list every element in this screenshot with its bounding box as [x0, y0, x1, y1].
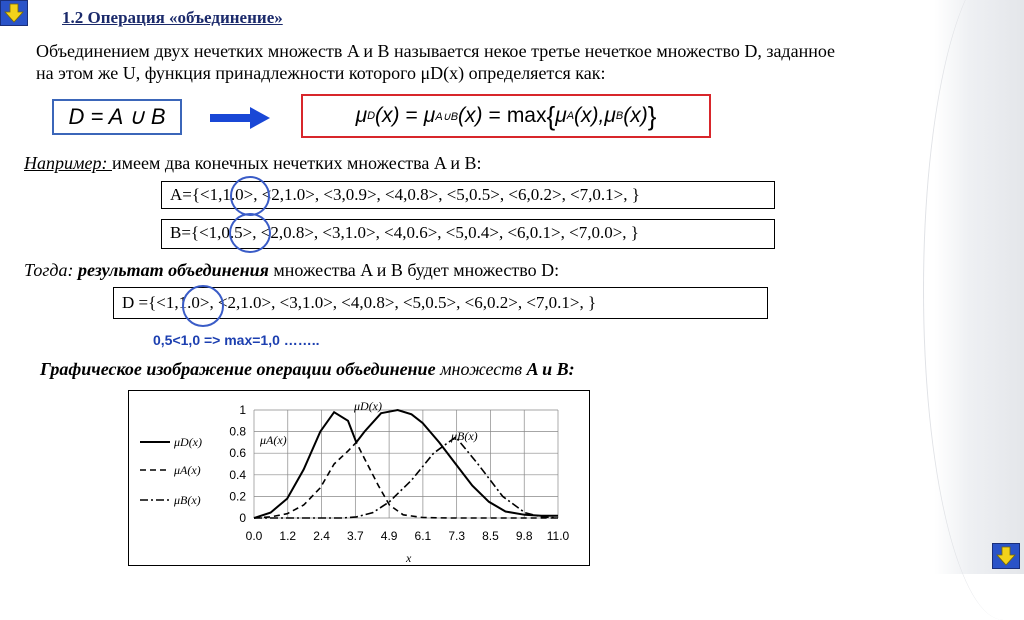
- x-tick-label: 2.4: [313, 529, 330, 543]
- brace-open-icon: {: [546, 100, 556, 131]
- example-text: имеем два конечных нечетких множества A и B:: [111, 153, 482, 173]
- x-arg: (x): [574, 104, 599, 127]
- brace-close-icon: }: [647, 100, 657, 131]
- legend-label-2: μB(x): [174, 493, 201, 507]
- graph-title-thin: множеств: [435, 359, 523, 379]
- sub-B: B: [615, 110, 624, 122]
- x-tick-label: 9.8: [515, 529, 533, 543]
- y-tick-label: 0: [239, 511, 246, 525]
- y-tick-label: 0.8: [229, 424, 246, 439]
- nav-down-arrow-top[interactable]: [0, 0, 28, 26]
- arrow-down-icon: [3, 3, 25, 23]
- label-mu-a: μA(x): [260, 433, 287, 447]
- example-label: Например:: [24, 153, 112, 173]
- x-tick-label: 8.5: [482, 529, 499, 543]
- x-arg: (x): [458, 104, 483, 127]
- set-d-box: D ={<1,1.0>, <2,1.0>, <3,1.0>, <4,0.8>, <5,0.5>, <6,0.2>, <7,0.1>, }: [113, 287, 768, 319]
- set-b-box: B={<1,0.5>, <2,0.8>, <3,1.0>, <4,0.6>, <5,0.4>, <6,0.1>, <7,0.0>, }: [161, 219, 775, 249]
- max-word: max: [506, 104, 547, 127]
- legend-label-1: μA(x): [174, 463, 201, 477]
- x-tick-label: 11.0: [546, 529, 570, 543]
- label-mu-d: μD(x): [354, 399, 383, 413]
- mu-symbol: μ: [555, 104, 567, 127]
- membership-chart: [128, 390, 590, 566]
- sub-D: D: [367, 110, 376, 122]
- equals-sign: =: [405, 104, 418, 127]
- intro-line-2: на этом же U, функция принадлежности которого μD(x) определяется как:: [36, 63, 606, 83]
- graph-title-bold: Графическое изображение операции объединение: [40, 359, 436, 379]
- intro-line-1: Объединением двух нечетких множеств A и B называется некое третье нечеткое множество D, заданное: [36, 41, 836, 61]
- sub-A: A: [566, 110, 575, 122]
- y-tick-label: 0.6: [229, 446, 246, 461]
- x-tick-label: 1.2: [279, 529, 297, 543]
- mu-symbol: μ: [355, 104, 368, 127]
- y-tick-label: 1: [239, 403, 246, 417]
- arrow-right-icon: [210, 107, 270, 129]
- equals-sign: =: [488, 104, 501, 127]
- formula-union: D = A ∪ B: [52, 99, 182, 135]
- mu-symbol: μ: [423, 104, 436, 127]
- then-rest: множества A и B будет множество D:: [268, 260, 560, 280]
- label-mu-b: μB(x): [451, 429, 478, 443]
- x-arg: (x): [375, 104, 400, 127]
- y-tick-label: 0.2: [229, 489, 246, 504]
- sub-AB: A∪B: [435, 110, 459, 123]
- x-axis-label: x: [406, 551, 412, 565]
- mu-symbol: μ: [604, 104, 616, 127]
- highlight-circle-b: [229, 213, 271, 253]
- max-note: 0,5<1,0 => max=1,0 ……..: [153, 332, 320, 348]
- legend-label-0: μD(x): [174, 435, 203, 449]
- nav-down-arrow-bottom[interactable]: [992, 543, 1020, 569]
- slide-title: 1.2 Операция «объединение»: [62, 8, 283, 27]
- x-tick-label: 7.3: [448, 529, 466, 543]
- then-line: [24, 259, 559, 281]
- x-arg: (x): [623, 104, 648, 127]
- x-tick-label: 0.0: [245, 529, 263, 543]
- then-label: Тогда:: [24, 260, 78, 280]
- highlight-circle-d: [182, 285, 224, 327]
- x-tick-label: 6.1: [414, 529, 432, 543]
- formula-membership-max: μ D (x) = μ A∪B (x) = max { μ A (x) , μ B (x) }: [301, 94, 711, 138]
- then-bold: результат объединения: [77, 260, 269, 280]
- highlight-circle-a: [230, 176, 270, 216]
- x-tick-label: 4.9: [380, 529, 398, 543]
- graph-title-end: A и B:: [522, 359, 575, 379]
- graph-title: [40, 358, 575, 380]
- set-a-box: A={<1,1.0>, <2,1.0>, <3,0.9>, <4,0.8>, <5,0.5>, <6,0.2>, <7,0.1>, }: [161, 181, 775, 209]
- x-tick-label: 3.7: [346, 529, 364, 543]
- arrow-down-icon: [995, 546, 1017, 566]
- example-line: [24, 152, 482, 174]
- y-tick-label: 0.4: [229, 467, 246, 482]
